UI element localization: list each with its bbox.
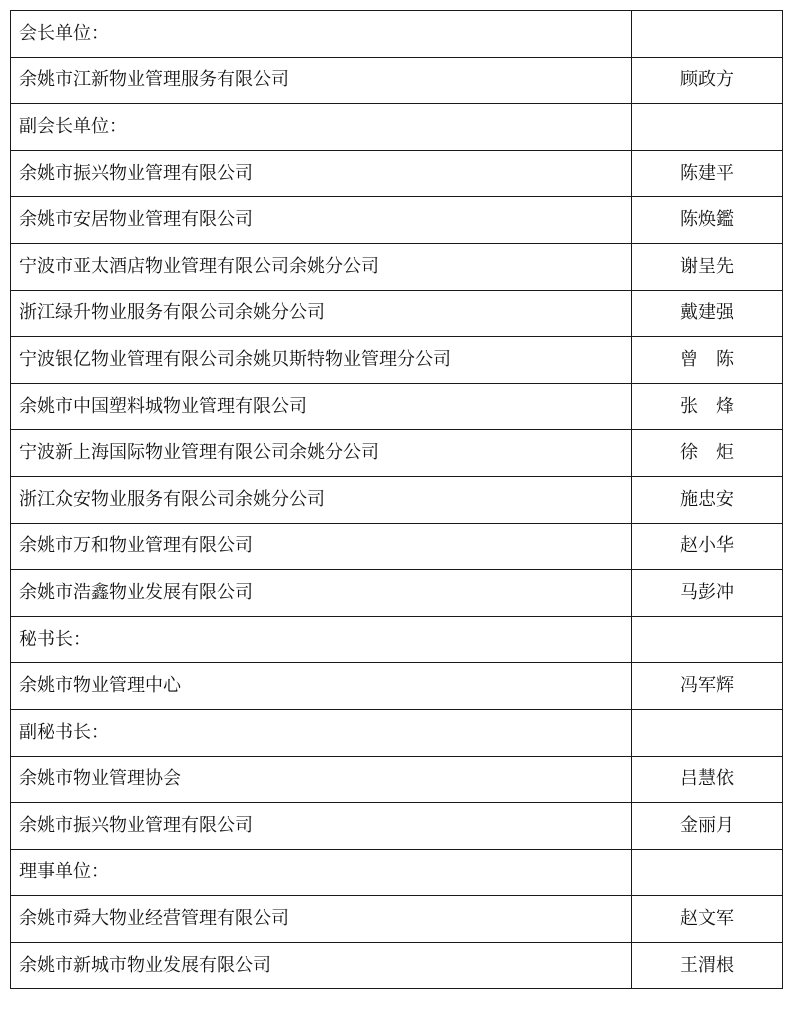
table-row <box>11 756 783 803</box>
table-row <box>11 57 783 104</box>
section-title: 秘书长： <box>11 616 632 663</box>
person-name-cell: 曾 陈 <box>632 337 783 384</box>
section-title: 副秘书长： <box>11 709 632 756</box>
section-header-row <box>11 11 783 58</box>
person-name-cell: 赵小华 <box>632 523 783 570</box>
person-name-cell: 陈焕鑑 <box>632 197 783 244</box>
person-name-cell: 徐 炬 <box>632 430 783 477</box>
organization-cell: 浙江众安物业服务有限公司余姚分公司 <box>11 476 632 523</box>
person-name-cell: 王渭根 <box>632 942 783 989</box>
organization-cell: 余姚市江新物业管理服务有限公司 <box>11 57 632 104</box>
organization-cell: 余姚市安居物业管理有限公司 <box>11 197 632 244</box>
organization-cell: 余姚市振兴物业管理有限公司 <box>11 803 632 850</box>
table-row <box>11 197 783 244</box>
empty-cell <box>632 709 783 756</box>
organization-cell: 余姚市新城市物业发展有限公司 <box>11 942 632 989</box>
person-name-cell: 张 烽 <box>632 383 783 430</box>
empty-cell <box>632 11 783 58</box>
section-title: 副会长单位： <box>11 104 632 151</box>
table-row <box>11 337 783 384</box>
organization-cell: 浙江绿升物业服务有限公司余姚分公司 <box>11 290 632 337</box>
organization-cell: 余姚市振兴物业管理有限公司 <box>11 150 632 197</box>
organization-cell: 余姚市万和物业管理有限公司 <box>11 523 632 570</box>
section-header-row <box>11 104 783 151</box>
table-row <box>11 803 783 850</box>
person-name-cell: 赵文军 <box>632 896 783 943</box>
section-title: 会长单位： <box>11 11 632 58</box>
table-row <box>11 570 783 617</box>
section-header-row <box>11 616 783 663</box>
person-name-cell: 施忠安 <box>632 476 783 523</box>
person-name-cell: 顾政方 <box>632 57 783 104</box>
empty-cell <box>632 104 783 151</box>
organization-cell: 余姚市舜大物业经营管理有限公司 <box>11 896 632 943</box>
section-header-row <box>11 709 783 756</box>
organization-cell: 宁波银亿物业管理有限公司余姚贝斯特物业管理分公司 <box>11 337 632 384</box>
organization-cell: 宁波新上海国际物业管理有限公司余姚分公司 <box>11 430 632 477</box>
person-name-cell: 谢呈先 <box>632 243 783 290</box>
table-row <box>11 383 783 430</box>
person-name-cell: 陈建平 <box>632 150 783 197</box>
organization-cell: 余姚市物业管理协会 <box>11 756 632 803</box>
table-row <box>11 430 783 477</box>
person-name-cell: 金丽月 <box>632 803 783 850</box>
table-row <box>11 663 783 710</box>
table-row <box>11 523 783 570</box>
organization-cell: 宁波市亚太酒店物业管理有限公司余姚分公司 <box>11 243 632 290</box>
table-row <box>11 476 783 523</box>
table-row <box>11 896 783 943</box>
section-title: 理事单位： <box>11 849 632 896</box>
section-header-row <box>11 849 783 896</box>
table-row <box>11 150 783 197</box>
person-name-cell: 冯军辉 <box>632 663 783 710</box>
person-name-cell: 戴建强 <box>632 290 783 337</box>
person-name-cell: 马彭冲 <box>632 570 783 617</box>
table-row <box>11 290 783 337</box>
table-row <box>11 243 783 290</box>
table-row <box>11 942 783 989</box>
organization-cell: 余姚市中国塑料城物业管理有限公司 <box>11 383 632 430</box>
member-table <box>10 10 783 989</box>
organization-cell: 余姚市浩鑫物业发展有限公司 <box>11 570 632 617</box>
empty-cell <box>632 849 783 896</box>
person-name-cell: 吕慧依 <box>632 756 783 803</box>
member-table-body <box>11 11 783 989</box>
empty-cell <box>632 616 783 663</box>
organization-cell: 余姚市物业管理中心 <box>11 663 632 710</box>
